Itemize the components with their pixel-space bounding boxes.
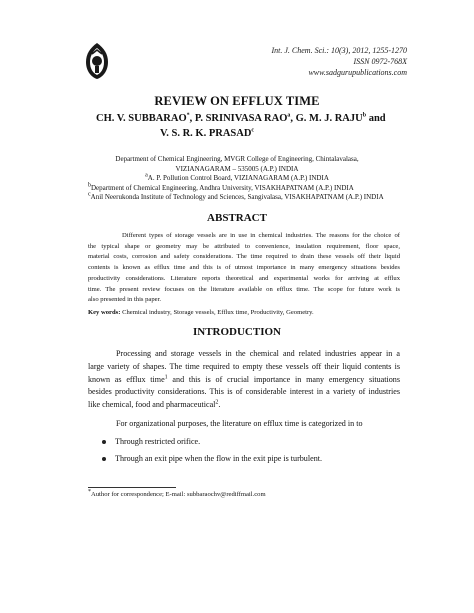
author-separator: , (189, 113, 195, 124)
intro-text: and this is of crucial importance in many emergency situations (167, 374, 400, 384)
affiliations (0, 155, 474, 203)
affiliation-c (0, 193, 474, 203)
citation-mark: 2 (215, 399, 219, 406)
bullet-icon (102, 457, 106, 461)
footnote-text: Author for correspondence; E-mail: subbaraochv@rediffmail.com (91, 491, 266, 498)
author-affil-mark: a (287, 112, 291, 119)
publisher-logo (83, 42, 111, 80)
intro-text: like chemical, food and pharmaceutical (88, 400, 216, 410)
author-separator: and (366, 113, 386, 124)
abstract-body (88, 231, 400, 306)
affil-mark: c (88, 191, 91, 198)
author-name: CH. V. SUBBARAO (96, 113, 187, 124)
footnote (88, 488, 400, 498)
introduction-heading: INTRODUCTION (192, 326, 281, 338)
intro-line: besides productivity considerations. This is of considerable interest in a variety of industries (88, 387, 400, 397)
author-affil-mark: b (362, 112, 367, 119)
paper-title: REVIEW ON EFFLUX TIME (154, 94, 320, 108)
author-affil-mark: * (186, 112, 190, 119)
affil-text: A. P. Pollution Control Board, VIZIANAGARAM (A.P.) INDIA (147, 174, 329, 182)
bullet-list (102, 437, 402, 471)
affiliation-main-line-1: Department of Chemical Engineering, MVGR College of Engineering, Chintalavalasa, (115, 155, 359, 163)
footnote-divider (88, 487, 176, 488)
intro-line (88, 374, 400, 387)
journal-website: www.sadgurupublications.com (308, 68, 407, 77)
intro-line (88, 399, 400, 412)
author-line-1 (96, 111, 416, 126)
author-name: V. S. R. K. PRASAD (160, 128, 252, 139)
introduction-body (88, 348, 400, 412)
author-list (96, 111, 416, 141)
abstract-line: also presented in this paper. (88, 296, 162, 304)
affil-mark: a (145, 172, 148, 179)
abstract-line: material costs, corrosion and safety considerations. The time required to drain these vessels off their liquid (88, 253, 400, 261)
keywords-text: Chemical industry, Storage vessels, Efflux time, Productivity, Geometry. (120, 309, 314, 316)
journal-citation: Int. J. Chem. Sci.: 10(3), 2012, 1255-1270 (271, 46, 407, 55)
keywords (88, 309, 400, 316)
author-line-2 (96, 126, 416, 141)
list-item (102, 454, 402, 471)
affiliation-main-line-2: VIZIANAGARAM – 535005 (A.P.) INDIA (175, 164, 299, 173)
intro-paragraph-2: For organizational purposes, the literature on efflux time is categorized in to (116, 419, 363, 428)
affiliation-a (0, 174, 474, 184)
journal-issn: ISSN 0972-768X (353, 57, 407, 66)
citation-mark: 1 (164, 373, 168, 380)
author-name: G. M. J. RAJU (295, 113, 363, 124)
abstract-heading: ABSTRACT (207, 212, 267, 224)
abstract-line: productivity considerations. Literature reports theoretical and experimental works for arriving at efflux (88, 274, 400, 282)
keywords-label: Key words: (88, 309, 121, 316)
journal-info (207, 45, 407, 78)
list-item-text: Through an exit pipe when the flow in the exit pipe is turbulent. (115, 454, 323, 463)
abstract-line: Different types of storage vessels are in use in chemical industries. The reasons for the choice of (122, 232, 400, 239)
intro-line: large variety of shapes. The time required to empty these vessels off their liquid contents is (88, 361, 400, 371)
list-item (102, 437, 402, 454)
footnote-mark: * (88, 488, 91, 495)
author-affil-mark: c (251, 127, 255, 134)
affil-text: Anil Neerukonda Institute of Technology and Sciences, Sangivalasa, VISAKHAPATNAM (A.P.) INDIA (90, 193, 384, 201)
abstract-line: time. The present review focuses on the literature available on efflux time. The scope for future work is (88, 285, 400, 293)
affil-mark: b (88, 182, 91, 189)
intro-text: known as efflux time (88, 374, 165, 384)
author-separator: , (290, 113, 296, 124)
bullet-icon (102, 440, 106, 444)
intro-text: . (218, 400, 221, 410)
abstract-line: contents is known as efflux time and this is of utmost importance in many emergency situations besides (88, 264, 400, 272)
intro-line: Processing and storage vessels in the chemical and related industries appear in a (116, 349, 400, 358)
author-name: P. SRINIVASA RAO (194, 113, 288, 124)
list-item-text: Through restricted orifice. (115, 437, 201, 446)
abstract-line: the typical shape or geometry may be attributed to convenience, insulation requirement, floor space, (88, 242, 400, 250)
affil-text: Department of Chemical Engineering, Andhra University, VISAKHAPATNAM (A.P.) INDIA (91, 183, 354, 192)
affiliation-b (0, 184, 474, 194)
